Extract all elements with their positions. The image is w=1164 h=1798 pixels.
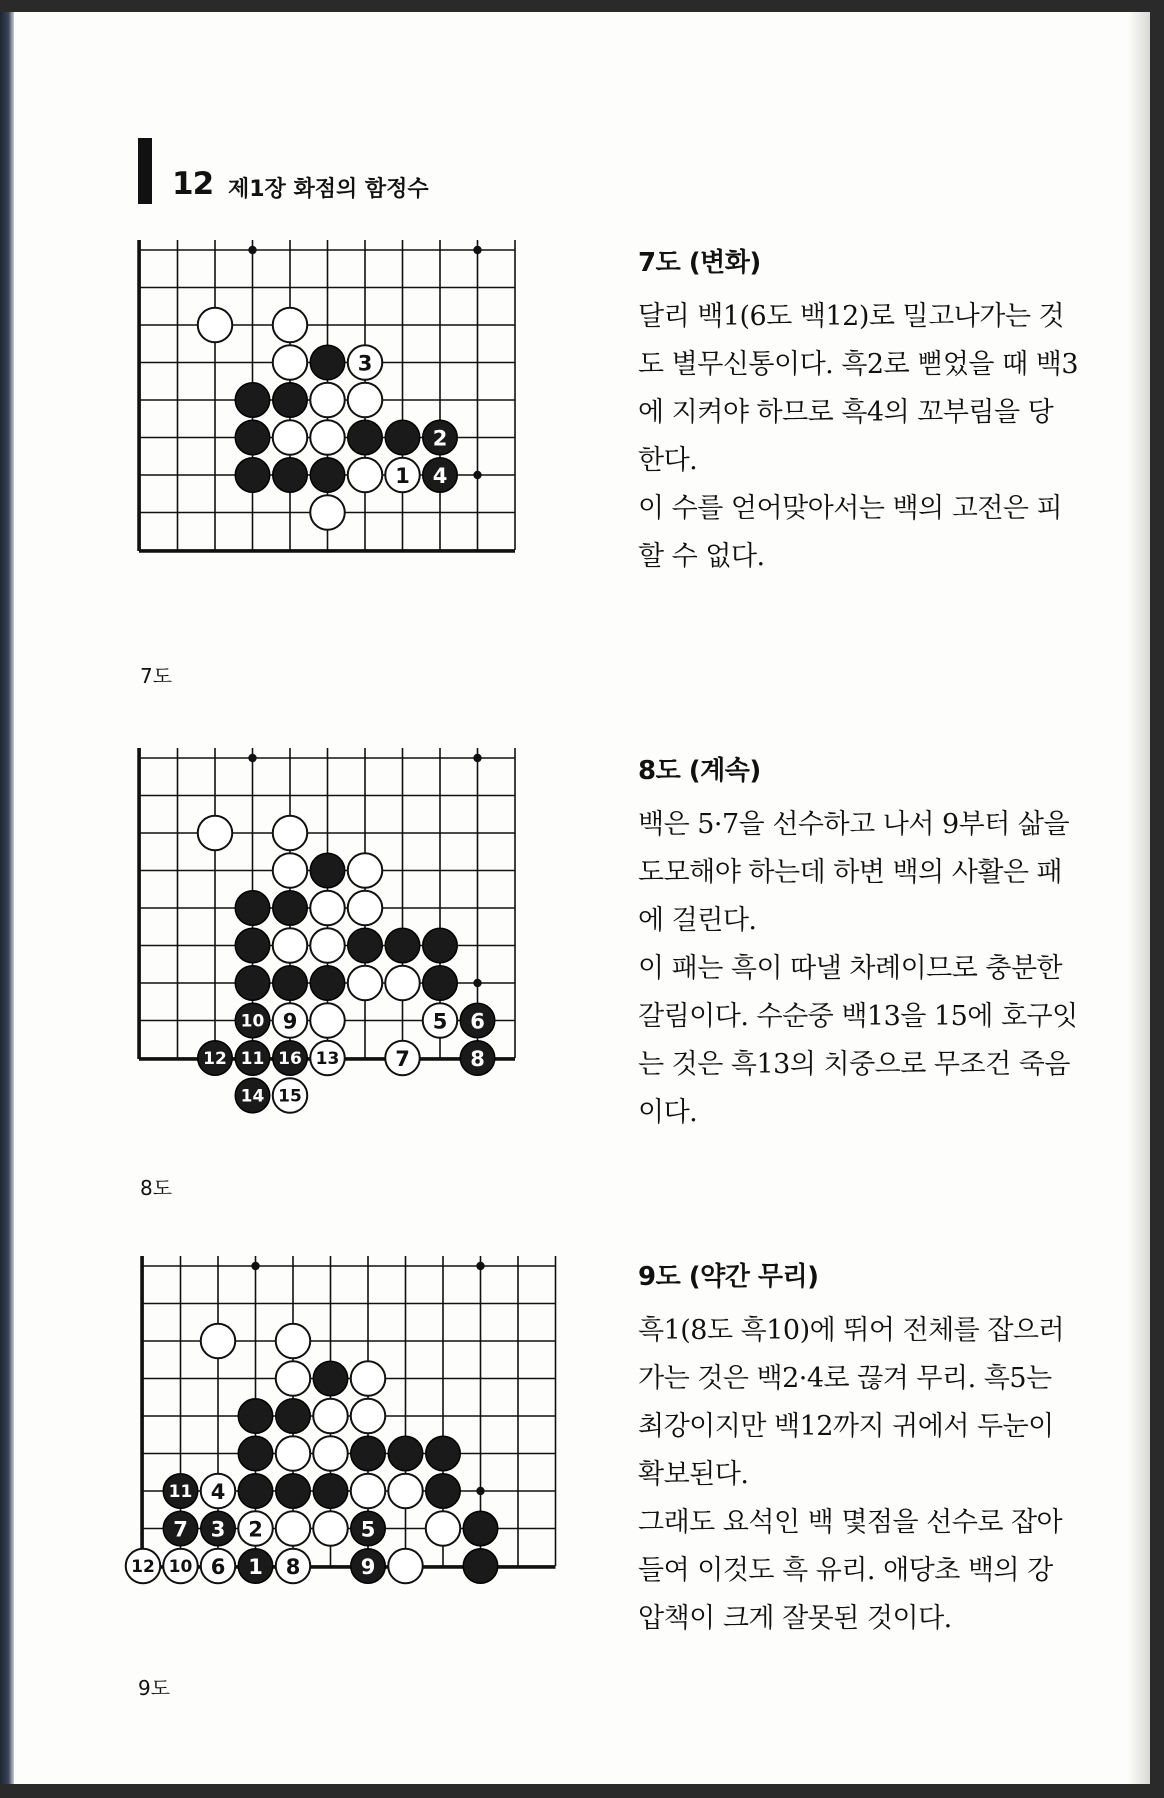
move-number: 8 [285, 1555, 301, 1579]
go-board-9 [115, 1256, 595, 1656]
white-stone [348, 345, 383, 380]
white-stone [310, 383, 345, 418]
black-stone [348, 420, 383, 455]
black-stone [310, 853, 345, 888]
white-stone [385, 966, 420, 1001]
move-number: 12 [203, 1049, 227, 1069]
white-stone [273, 816, 308, 851]
black-stone [460, 1041, 495, 1076]
white-stone [276, 1549, 311, 1584]
white-stone [310, 495, 345, 530]
white-stone [310, 1003, 345, 1038]
black-stone [351, 1436, 386, 1471]
white-stone [273, 345, 308, 380]
black-stone [313, 1474, 348, 1509]
move-number: 2 [248, 1517, 263, 1542]
commentary-para-9-1: 흑1(8도 흑10)에 뛰어 전체를 잡으러 가는 것은 백2·4로 끊겨 무리. 흑5는 최강이지만 백12까지 귀에서 두눈이 확보된다. [638, 1315, 1065, 1490]
header-bar [138, 138, 152, 204]
black-stone [423, 420, 458, 455]
white-stone [385, 458, 420, 493]
white-stone [273, 420, 308, 455]
white-stone [198, 308, 233, 343]
move-number: 9 [282, 1009, 298, 1034]
move-number: 11 [240, 1049, 265, 1069]
go-board-8 [140, 748, 590, 1148]
black-stone [273, 1041, 308, 1076]
white-stone [310, 420, 345, 455]
white-stone [348, 383, 383, 418]
commentary-8 [638, 750, 1078, 1137]
black-stone [463, 1549, 498, 1584]
black-stone [235, 1003, 270, 1038]
black-stone [235, 966, 270, 1001]
black-stone [385, 928, 420, 963]
black-stone [276, 1474, 311, 1509]
white-stone [313, 1511, 348, 1546]
white-stone [163, 1549, 198, 1584]
commentary-para-8-1: 백은 5·7을 선수하고 나서 9부터 삶을 도모해야 하는데 하변 백의 사활은 패에 걸린다. [638, 809, 1070, 936]
white-stone [276, 1324, 311, 1359]
white-stone [273, 1078, 308, 1113]
move-number: 4 [432, 464, 448, 488]
commentary-title-7: 7도 (변화) [638, 248, 761, 278]
hoshi-point [473, 979, 481, 987]
white-stone [276, 1436, 311, 1471]
move-number: 3 [210, 1517, 226, 1542]
hoshi-point [476, 1487, 484, 1495]
hoshi-point [248, 754, 256, 762]
black-stone [235, 420, 270, 455]
go-diagram-9 [115, 1256, 595, 1656]
move-number: 9 [360, 1555, 376, 1579]
diagram-label-8: 8도 [140, 1176, 173, 1200]
diagram-label-9: 9도 [138, 1676, 171, 1700]
black-stone [273, 966, 308, 1001]
move-number: 16 [278, 1049, 302, 1069]
white-stone [348, 853, 383, 888]
commentary-para-8-2: 이 패는 흑이 따낼 차례이므로 충분한 갈림이다. 수순중 백13을 15에 호구잇는 것은 흑13의 치중으로 무조건 죽음이다. [638, 953, 1078, 1128]
white-stone [276, 1361, 311, 1396]
move-number: 10 [168, 1557, 193, 1577]
black-stone [238, 1549, 273, 1584]
white-stone [388, 1549, 423, 1584]
move-number: 3 [357, 351, 373, 376]
move-number: 1 [395, 464, 410, 488]
black-stone [198, 1041, 233, 1076]
white-stone [426, 1511, 461, 1546]
move-number: 6 [470, 1009, 485, 1034]
white-stone [201, 1549, 236, 1584]
black-stone [235, 1078, 270, 1113]
white-stone [126, 1549, 161, 1584]
black-stone [235, 458, 270, 493]
move-number: 11 [168, 1482, 193, 1502]
black-stone [385, 420, 420, 455]
diagram-label-7: 7도 [140, 664, 173, 688]
black-stone [423, 966, 458, 1001]
black-stone [235, 891, 270, 926]
black-stone [238, 1436, 273, 1471]
commentary-7 [638, 242, 1078, 581]
black-stone [276, 1399, 311, 1434]
black-stone [235, 928, 270, 963]
black-stone [235, 1041, 270, 1076]
move-number: 12 [131, 1557, 155, 1577]
black-stone [351, 1511, 386, 1546]
commentary-para-9-2: 그래도 요석인 백 몇점을 선수로 잡아들여 이것도 흑 유리. 애당초 백의 강압책이 크게 잘못된 것이다. [638, 1507, 1063, 1634]
black-stone [423, 928, 458, 963]
black-stone [313, 1361, 348, 1396]
black-stone [388, 1436, 423, 1471]
white-stone [423, 1003, 458, 1038]
move-number: 10 [240, 1011, 265, 1032]
white-stone [351, 1474, 386, 1509]
move-number: 7 [395, 1047, 410, 1071]
white-stone [313, 1436, 348, 1471]
black-stone [426, 1474, 461, 1509]
black-stone [235, 383, 270, 418]
white-stone [351, 1399, 386, 1434]
black-stone [163, 1474, 198, 1509]
move-number: 13 [315, 1049, 340, 1069]
black-stone [351, 1549, 386, 1584]
black-stone [273, 458, 308, 493]
page-edge [1128, 12, 1150, 1784]
hoshi-point [248, 246, 256, 254]
hoshi-point [476, 1262, 484, 1270]
white-stone [273, 308, 308, 343]
commentary-para-7-1: 달리 백1(6도 백12)로 밀고나가는 것도 별무신통이다. 흑2로 뻗었을 때 백3에 지켜야 하므로 흑4의 꼬부림을 당한다. [638, 301, 1078, 476]
black-stone [460, 1003, 495, 1038]
hoshi-point [473, 246, 481, 254]
white-stone [310, 891, 345, 926]
book-page [0, 12, 1150, 1784]
black-stone [348, 928, 383, 963]
move-number: 14 [240, 1086, 265, 1107]
move-number: 6 [210, 1555, 226, 1579]
move-number: 1 [248, 1555, 263, 1579]
move-number: 8 [470, 1047, 485, 1071]
page-header [138, 138, 638, 204]
page-spine [0, 12, 14, 1784]
black-stone [463, 1511, 498, 1546]
commentary-9 [638, 1256, 1078, 1643]
black-stone [163, 1511, 198, 1546]
white-stone [348, 966, 383, 1001]
black-stone [273, 891, 308, 926]
white-stone [385, 1041, 420, 1076]
move-number: 4 [210, 1480, 226, 1504]
black-stone [310, 345, 345, 380]
white-stone [348, 891, 383, 926]
go-board-7 [140, 240, 590, 630]
white-stone [310, 928, 345, 963]
black-stone [310, 966, 345, 1001]
black-stone [238, 1399, 273, 1434]
hoshi-point [473, 471, 481, 479]
white-stone [388, 1474, 423, 1509]
white-stone [351, 1361, 386, 1396]
black-stone [201, 1511, 236, 1546]
move-number: 5 [432, 1009, 448, 1034]
move-number: 15 [278, 1086, 302, 1107]
black-stone [426, 1436, 461, 1471]
chapter-title: 제1장 화점의 함정수 [228, 177, 429, 202]
white-stone [273, 853, 308, 888]
white-stone [313, 1399, 348, 1434]
black-stone [423, 458, 458, 493]
white-stone [201, 1474, 236, 1509]
move-number: 7 [173, 1517, 188, 1542]
white-stone [310, 1041, 345, 1076]
black-stone [310, 458, 345, 493]
white-stone [348, 458, 383, 493]
commentary-para-7-2: 이 수를 얻어맞아서는 백의 고전은 피할 수 없다. [638, 493, 1063, 572]
white-stone [273, 928, 308, 963]
commentary-title-9: 9도 (약간 무리) [638, 1262, 819, 1292]
page-number: 12 [172, 166, 214, 202]
hoshi-point [251, 1262, 259, 1270]
black-stone [273, 383, 308, 418]
white-stone [198, 816, 233, 851]
white-stone [276, 1511, 311, 1546]
white-stone [201, 1324, 236, 1359]
black-stone [238, 1474, 273, 1509]
move-number: 5 [360, 1517, 376, 1542]
white-stone [238, 1511, 273, 1546]
move-number: 2 [432, 426, 448, 451]
go-diagram-8 [140, 748, 590, 1148]
go-diagram-7 [140, 240, 590, 630]
white-stone [273, 1003, 308, 1038]
hoshi-point [473, 754, 481, 762]
commentary-title-8: 8도 (계속) [638, 756, 761, 786]
